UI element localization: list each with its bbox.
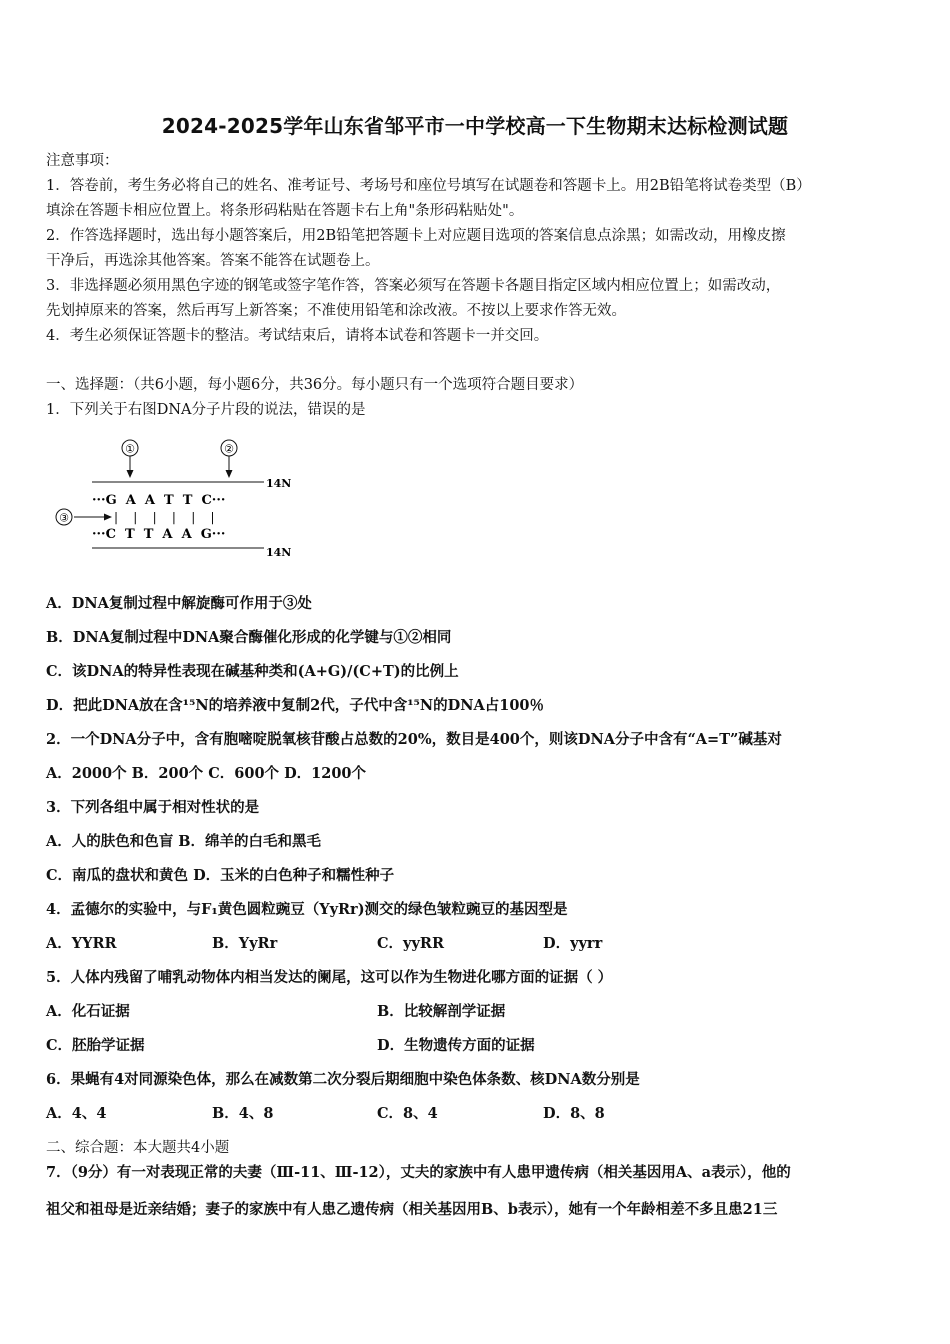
q3-options-line2: C．南瓜的盘状和黄色 D．玉米的白色种子和糯性种子	[46, 867, 395, 884]
q5-option-c: C．胚胎学证据	[46, 1037, 145, 1054]
q4-option-c: C．yyRR	[377, 935, 444, 952]
notice-line: 3．非选择题必须用黑色字迹的钢笔或签字笔作答，答案必须写在答题卡各题目指定区域内相应位置上；如需改动，	[46, 278, 781, 294]
marker-3: ③	[59, 511, 69, 525]
q3-stem: 3．下列各组中属于相对性状的是	[46, 799, 260, 816]
q6-option-a: A．4、4	[46, 1105, 107, 1122]
q6-option-c: C．8、4	[377, 1105, 438, 1122]
arrow-1-head	[127, 470, 134, 478]
label-bottom-14n: 14N	[266, 546, 292, 559]
notice-line: 先划掉原来的答案，然后再写上新答案；不准使用铅笔和涂改液。不按以上要求作答无效。	[46, 303, 626, 319]
q4-option-d: D．yyrr	[543, 935, 603, 952]
q3-options-line1: A．人的肤色和色盲 B．绵羊的白毛和黑毛	[46, 833, 322, 850]
q5-option-b: B．比较解剖学证据	[377, 1003, 506, 1020]
marker-1: ①	[125, 442, 135, 456]
q7-line1: 7．（9分）有一对表现正常的夫妻（Ⅲ-11、Ⅲ-12），丈夫的家族中有人患甲遗传病（相关基因用A、a表示），他的	[46, 1164, 791, 1181]
notice-line: 1．答卷前，考生务必将自己的姓名、准考证号、考场号和座位号填写在试题卷和答题卡上。用2B铅笔将试卷类型（B）	[46, 178, 811, 194]
page-title: 2024-2025学年山东省邹平市一中学校高一下生物期末达标检测试题	[161, 114, 789, 138]
q5-stem: 5．人体内残留了哺乳动物体内相当发达的阑尾，这可以作为生物进化哪方面的证据（ ）	[46, 969, 613, 986]
dna-diagram	[52, 432, 302, 568]
arrow-2-head	[226, 470, 233, 478]
label-top-14n: 14N	[266, 477, 292, 490]
q2-stem: 2．一个DNA分子中，含有胞嘧啶脱氧核苷酸占总数的20%，数目是400个，则该DNA分子中含有“A=T”碱基对	[46, 731, 782, 748]
notice-line: 填涂在答题卡相应位置上。将条形码粘贴在答题卡右上角"条形码粘贴处"。	[46, 203, 524, 219]
q6-option-d: D．8、8	[543, 1105, 605, 1122]
q4-stem: 4．孟德尔的实验中，与F₁黄色圆粒豌豆（YyRr)测交的绿色皱粒豌豆的基因型是	[46, 901, 568, 918]
q1-option-c: C．该DNA的特异性表现在碱基种类和(A+G)/(C+T)的比例上	[46, 663, 459, 680]
top-strand: ···G A A T T C···	[92, 493, 226, 508]
q4-option-a: A．YYRR	[46, 935, 117, 952]
q5-option-d: D．生物遗传方面的证据	[377, 1037, 535, 1054]
notice-heading: 注意事项：	[46, 153, 119, 169]
section2-heading: 二、综合题：本大题共4小题	[46, 1140, 230, 1156]
hydrogen-bonds: | | | | | |	[114, 510, 215, 524]
q1-option-d: D．把此DNA放在含¹⁵N的培养液中复制2代，子代中含¹⁵N的DNA占100％	[46, 697, 544, 714]
q1-stem: 1．下列关于右图DNA分子片段的说法，错误的是	[46, 402, 366, 418]
arrow-3-head	[104, 514, 112, 521]
q2-options: A．2000个 B．200个 C．600个 D．1200个	[46, 765, 367, 782]
q1-option-b: B．DNA复制过程中DNA聚合酶催化形成的化学键与①②相同	[46, 629, 452, 646]
q1-option-a: A．DNA复制过程中解旋酶可作用于③处	[46, 595, 312, 612]
notice-line: 4．考生必须保证答题卡的整洁。考试结束后，请将本试卷和答题卡一并交回。	[46, 328, 549, 344]
q5-option-a: A．化石证据	[46, 1003, 130, 1020]
q4-option-b: B．YyRr	[212, 935, 278, 952]
marker-2: ②	[224, 442, 234, 456]
notice-line: 干净后，再选涂其他答案。答案不能答在试题卷上。	[46, 253, 380, 269]
q7-line2: 祖父和祖母是近亲结婚；妻子的家族中有人患乙遗传病（相关基因用B、b表示），她有一个年龄相差不多且患21三	[46, 1201, 778, 1218]
bottom-strand: ···C T T A A G···	[92, 527, 226, 542]
q6-stem: 6．果蝇有4对同源染色体，那么在减数第二次分裂后期细胞中染色体条数、核DNA数分别是	[46, 1071, 640, 1088]
notice-line: 2．作答选择题时，选出每小题答案后，用2B铅笔把答题卡上对应题目选项的答案信息点涂黑；如需改动，用橡皮擦	[46, 228, 786, 244]
section1-heading: 一、选择题：（共6小题，每小题6分，共36分。每小题只有一个选项符合题目要求）	[46, 377, 584, 393]
q6-option-b: B．4、8	[212, 1105, 274, 1122]
